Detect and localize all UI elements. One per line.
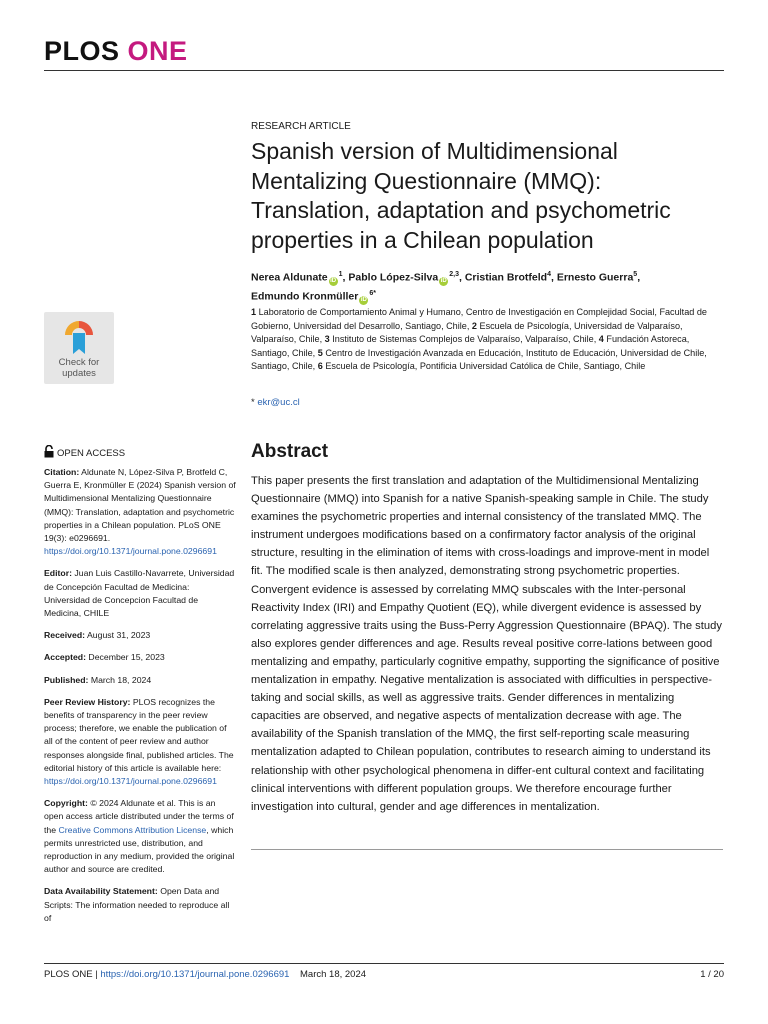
affil-text: Centro de Investigación Avanzada en Educación, Instituto de Educación, Universidad de Chile, Santiago, Chile, bbox=[251, 347, 707, 372]
citation-block bbox=[44, 466, 236, 558]
author-name[interactable]: Edmundo Kronmüller bbox=[251, 290, 359, 303]
affil-text: Fundación Astoreca, Santiago, Chile, bbox=[251, 334, 690, 358]
abstract-divider bbox=[251, 849, 723, 850]
footer-divider bbox=[44, 963, 724, 964]
badge-line2: updates bbox=[62, 367, 96, 379]
corresponding-star: * bbox=[251, 397, 255, 408]
accepted-date: December 15, 2023 bbox=[88, 652, 165, 663]
accepted-label: Accepted: bbox=[44, 652, 86, 663]
logo-plos: PLOS bbox=[44, 36, 120, 66]
received-date: August 31, 2023 bbox=[86, 630, 151, 641]
journal-logo[interactable] bbox=[44, 36, 188, 67]
article-info-sidebar bbox=[44, 466, 236, 934]
author-affil-sup: 4 bbox=[547, 271, 551, 278]
author-affil-sup: 6* bbox=[369, 290, 376, 297]
author-name[interactable]: Ernesto Guerra bbox=[556, 271, 634, 284]
orcid-icon[interactable]: iD bbox=[440, 277, 447, 284]
received-label: Received: bbox=[44, 630, 86, 641]
corresponding-author bbox=[251, 397, 300, 408]
author-name[interactable]: Cristian Brotfeld bbox=[464, 271, 548, 284]
peer-review-label: Peer Review History: bbox=[44, 696, 131, 707]
footer-doi-link[interactable]: https://doi.org/10.1371/journal.pone.0296691 bbox=[100, 969, 290, 980]
page-footer bbox=[44, 969, 724, 980]
affil-num: 5 bbox=[317, 347, 323, 358]
open-access-label bbox=[44, 445, 125, 459]
affil-text: Escuela de Psicología, Pontificia Universidad Católica de Chile, Santiago, Chile bbox=[325, 361, 646, 372]
check-for-updates-icon bbox=[62, 318, 96, 358]
orcid-icon[interactable]: iD bbox=[360, 296, 367, 303]
data-availability-label: Data Availability Statement: bbox=[44, 886, 158, 897]
author-name[interactable]: Nerea Aldunate bbox=[251, 271, 328, 284]
copyright-text-end: , which permits unrestricted use, distribution, and reproduction in any medium, provided the original author and source are credited. bbox=[44, 824, 235, 875]
data-availability-block bbox=[44, 885, 236, 925]
peer-review-link[interactable]: https://doi.org/10.1371/journal.pone.0296691 bbox=[44, 776, 217, 787]
badge-line1: Check for bbox=[58, 357, 100, 368]
logo-one: ONE bbox=[127, 36, 188, 66]
copyright-text: © 2024 Aldunate et al. This is an open access article distributed under the terms of the bbox=[44, 798, 234, 835]
open-lock-icon bbox=[44, 445, 54, 458]
corresponding-email-link[interactable]: ekr@uc.cl bbox=[257, 397, 300, 408]
published-label: Published: bbox=[44, 674, 89, 685]
peer-review-block bbox=[44, 696, 236, 788]
citation-doi-link[interactable]: https://doi.org/10.1371/journal.pone.0296691 bbox=[44, 546, 217, 557]
license-link[interactable]: Creative Commons Attribution License bbox=[58, 824, 207, 835]
author-affil-sup: 1 bbox=[338, 271, 343, 278]
abstract-heading: Abstract bbox=[251, 441, 329, 462]
header-divider bbox=[44, 70, 724, 71]
peer-review-text: PLOS recognizes the benefits of transparency in the peer review process; therefore, we enable the publication of all of the content of peer review and author responses alongside final, published articles. The editorial history of this article is available here: bbox=[44, 696, 234, 773]
page-number: 1 / 20 bbox=[700, 969, 724, 980]
affil-text: Instituto de Sistemas Complejos de Valparaíso, Valparaíso, Chile, bbox=[332, 334, 597, 345]
check-for-updates-badge[interactable] bbox=[44, 312, 114, 384]
orcid-icon[interactable]: iD bbox=[330, 277, 337, 284]
open-access-text: OPEN ACCESS bbox=[57, 448, 126, 459]
affil-num: 6 bbox=[317, 361, 323, 372]
editor-block bbox=[44, 567, 236, 620]
copyright-block bbox=[44, 797, 236, 876]
footer-separator: | bbox=[92, 969, 101, 980]
citation-label: Citation: bbox=[44, 467, 80, 477]
article-type: RESEARCH ARTICLE bbox=[251, 121, 351, 132]
received-block bbox=[44, 629, 236, 642]
abstract-text: This paper presents the first translation and adaptation of the Multidimensional Mentalizing Questionnaire (MMQ) into Spanish for a native Spanish-speaking sample in Chile. The study examines the psychometric properties and internal consistency of the translated MMQ. The instrument undergoes modifications based on a confirmatory factor analysis of the original structure, resulting in the elimination of items with cross-loadings and improve-ment in model fit. The modified scale is then analyzed, demonstrating strong psychometric properties. Convergent evidence is assessed by correlating MMQ subscales with the Inter-personal Reactivity Index (IRI) and Empathy Quotient (EQ), while divergent evidence is assessed by correlating aggressive traits using the Buss-Perry Aggression Questionnaire (BPAQ). The study also explores gender differences and age. Results reveal positive corre-lations between good mentalizing and empathy, particularly cognitive empathy, supporting the significance of positive mentalization in empathy. Negative mentalization is associated with difficulties in perspective-taking and social skills, as well as aggressive traits. Gender differences in mentalizing capacities are observed, and negative aspects of mentalization decrease with age. The availability of the Spanish translation of the MMQ, the first self-reporting scale measuring mentalization adapted to Chilean population, contributes to research aiming to understand its relationship with other psychological phenomena in differ-ent cultural context and facilitating clinical interventions with different population groups. We therefore encourage further investigation into cultural, gender and age differences in mentalization. bbox=[251, 475, 722, 813]
affil-num: 4 bbox=[598, 334, 604, 345]
editor-label: Editor: bbox=[44, 568, 72, 579]
author-affil-sup: 5 bbox=[633, 271, 638, 278]
editor-text: Juan Luis Castillo-Navarrete, Universidad de Concepción Facultad de Medicina: Universidad de Concepcion Facultad de Medicina, CHILE bbox=[44, 568, 235, 619]
footer-journal: PLOS ONE bbox=[44, 969, 93, 980]
affiliations bbox=[251, 306, 721, 374]
published-block bbox=[44, 674, 236, 687]
affil-text: Laboratorio de Comportamiento Animal y Humano, Centro de Investigación en Complejidad Social, Facultad de Gobierno, Universidad del Desarrollo, Santiago, Chile, bbox=[251, 307, 707, 331]
author-name[interactable]: Pablo López-Silva bbox=[348, 271, 439, 284]
article-title: Spanish version of Multidimensional Mentalizing Questionnaire (MMQ): Translation, adaptation and psychometric properties in a Chilean population bbox=[251, 138, 671, 253]
citation-text: Aldunate N, López-Silva P, Brotfeld C, Guerra E, Kronmüller E (2024) Spanish version of Multidimensional Mentalizing Questionnaire (MMQ): Translation, adaptation and psychometric properties in a Chilean population. PLoS ONE 19(3): e0296691. bbox=[44, 467, 236, 544]
author-list: Nerea Aldunate $iD^1$, Pablo López-Silva iD$^{2,3}$, Cristian Brotfeld$^4$, Ernesto Guerra$^5$, Edmundo Kronmüller $iD^{6*}$ bbox=[251, 271, 641, 303]
footer-date: March 18, 2024 bbox=[300, 969, 367, 980]
affil-text: Escuela de Psicología, Universidad de Valparaíso, Valparaíso, Chile, bbox=[251, 320, 683, 345]
affil-num: 2 bbox=[471, 320, 477, 331]
affil-num: 1 bbox=[251, 307, 257, 317]
data-availability-text: Open Data and Scripts: The information needed to reproduce all of bbox=[44, 886, 230, 923]
published-date: March 18, 2024 bbox=[90, 674, 152, 685]
accepted-block bbox=[44, 651, 236, 664]
affil-num: 3 bbox=[324, 334, 330, 345]
author-affil-sup: 2,3 bbox=[449, 271, 459, 278]
copyright-label: Copyright: bbox=[44, 798, 88, 809]
